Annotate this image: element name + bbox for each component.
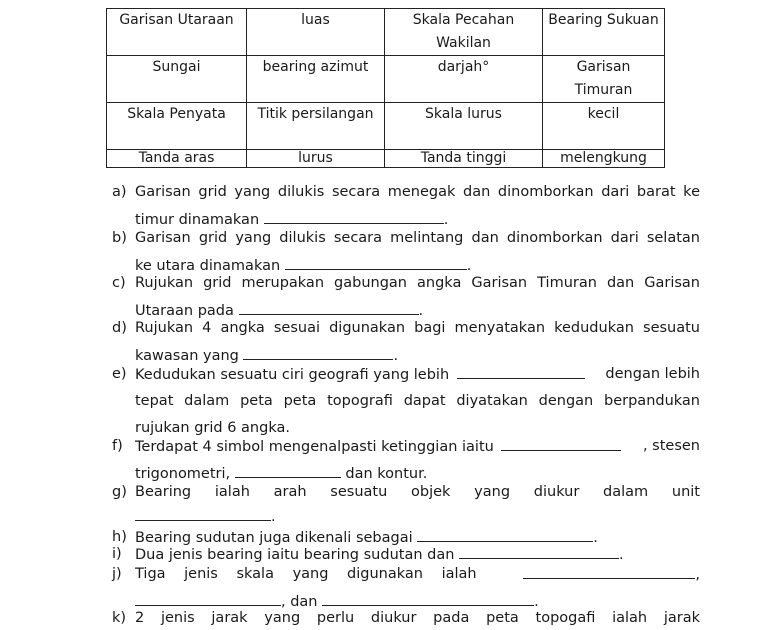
table-row (107, 56, 665, 103)
question-text: , dan (281, 594, 318, 610)
answer-blank[interactable] (459, 546, 619, 559)
question-label: d) (112, 320, 127, 336)
table-cell: luas (247, 9, 385, 56)
question-line (135, 302, 700, 319)
answer-blank[interactable] (135, 508, 271, 521)
table-cell: lurus (247, 150, 385, 168)
question-line (135, 465, 700, 482)
question-label: k) (112, 610, 127, 626)
question-text: . (393, 348, 399, 364)
question-text: Tiga jenis skala yang digunakan ialah (135, 566, 477, 582)
table-cell: Garisan Utaraan (107, 9, 247, 56)
question-label: j) (112, 566, 122, 582)
answer-blank[interactable] (501, 438, 621, 451)
question-line (135, 593, 700, 610)
question-line (135, 347, 700, 364)
question-label: h) (112, 529, 127, 545)
term-table (106, 8, 665, 168)
question-label: g) (112, 484, 127, 500)
table-cell: Skala lurus (385, 103, 543, 150)
question-text: kawasan yang (135, 348, 239, 364)
question-text: Rujukan grid merupakan gabungan angka Garisan Timuran dan Garisan (135, 275, 700, 291)
question-label: b) (112, 230, 127, 246)
table-cell: melengkung (543, 150, 665, 168)
answer-blank[interactable] (235, 465, 341, 478)
answer-blank[interactable] (264, 211, 444, 224)
table-cell: Garisan Timuran (543, 56, 665, 103)
question-label: c) (112, 275, 126, 291)
question-label: a) (112, 184, 127, 200)
question-text: 2 jenis jarak yang perlu diukur pada peta topogafi ialah jarak (135, 610, 700, 626)
question-text: . (443, 212, 449, 228)
question-text: . (534, 594, 539, 610)
answer-blank[interactable] (239, 302, 419, 315)
answer-blank[interactable] (243, 347, 393, 360)
table-cell: Tanda aras (107, 150, 247, 168)
question-text: ke utara dinamakan (135, 258, 281, 274)
question-text: dengan lebih (605, 366, 700, 382)
table-row (107, 9, 665, 56)
answer-blank[interactable] (457, 366, 585, 379)
table-cell: Skala Penyata (107, 103, 247, 150)
question-text: Bearing ialah arah sesuatu objek yang diukur dalam unit (135, 484, 700, 500)
question-line (135, 508, 700, 525)
table-row (107, 150, 665, 168)
question-text: . (466, 258, 472, 274)
question-tail (523, 566, 700, 583)
question-line (135, 529, 700, 546)
table-row (107, 103, 665, 150)
table-cell: Titik persilangan (247, 103, 385, 150)
question-text: . (271, 509, 276, 525)
question-text: . (593, 530, 598, 546)
question-line (135, 366, 700, 383)
question-text: dan kontur. (345, 466, 428, 482)
question-line (135, 257, 700, 274)
question-text: trigonometri, (135, 466, 231, 482)
question-text: Garisan grid yang dilukis secara melintang dan dinomborkan dari selatan (135, 230, 700, 246)
question-text: Dua jenis bearing iaitu bearing sudutan dan (135, 547, 455, 563)
question-label: f) (112, 438, 123, 454)
question-text: Garisan grid yang dilukis secara menegak dan dinomborkan dari barat ke (135, 184, 700, 200)
question-text: tepat dalam peta peta topografi dapat diyatakan dengan berpandukan (135, 393, 700, 409)
question-line (135, 211, 700, 228)
table-cell: Sungai (107, 56, 247, 103)
question-text: timur dinamakan (135, 212, 260, 228)
question-text: Kedudukan sesuatu ciri geografi yang lebih (135, 367, 450, 383)
question-line (135, 546, 700, 563)
table-cell: Skala Pecahan Wakilan (385, 9, 543, 56)
question-line (135, 438, 700, 455)
answer-blank[interactable] (322, 593, 534, 606)
table-cell: Tanda tinggi (385, 150, 543, 168)
answer-blank[interactable] (135, 593, 281, 606)
table-cell: kecil (543, 103, 665, 150)
question-label: i) (112, 546, 122, 562)
question-line (135, 566, 700, 582)
question-text: Utaraan pada (135, 303, 234, 319)
question-text: Rujukan 4 angka sesuai digunakan bagi menyatakan kedudukan sesuatu (135, 320, 700, 336)
question-text: Bearing sudutan juga dikenali sebagai (135, 530, 413, 546)
table-cell: bearing azimut (247, 56, 385, 103)
question-text: Terdapat 4 simbol mengenalpasti ketinggian iaitu (135, 439, 494, 455)
question-text: , stesen (642, 438, 700, 454)
table-cell: Bearing Sukuan (543, 9, 665, 56)
table-cell: darjah° (385, 56, 543, 103)
question-text: , (695, 567, 700, 583)
question-text: . (418, 303, 424, 319)
answer-blank[interactable] (523, 566, 695, 579)
question-text: rujukan grid 6 angka. (135, 420, 290, 436)
question-text: . (619, 547, 624, 563)
question-label: e) (112, 366, 127, 382)
answer-blank[interactable] (417, 529, 593, 542)
answer-blank[interactable] (285, 257, 467, 270)
